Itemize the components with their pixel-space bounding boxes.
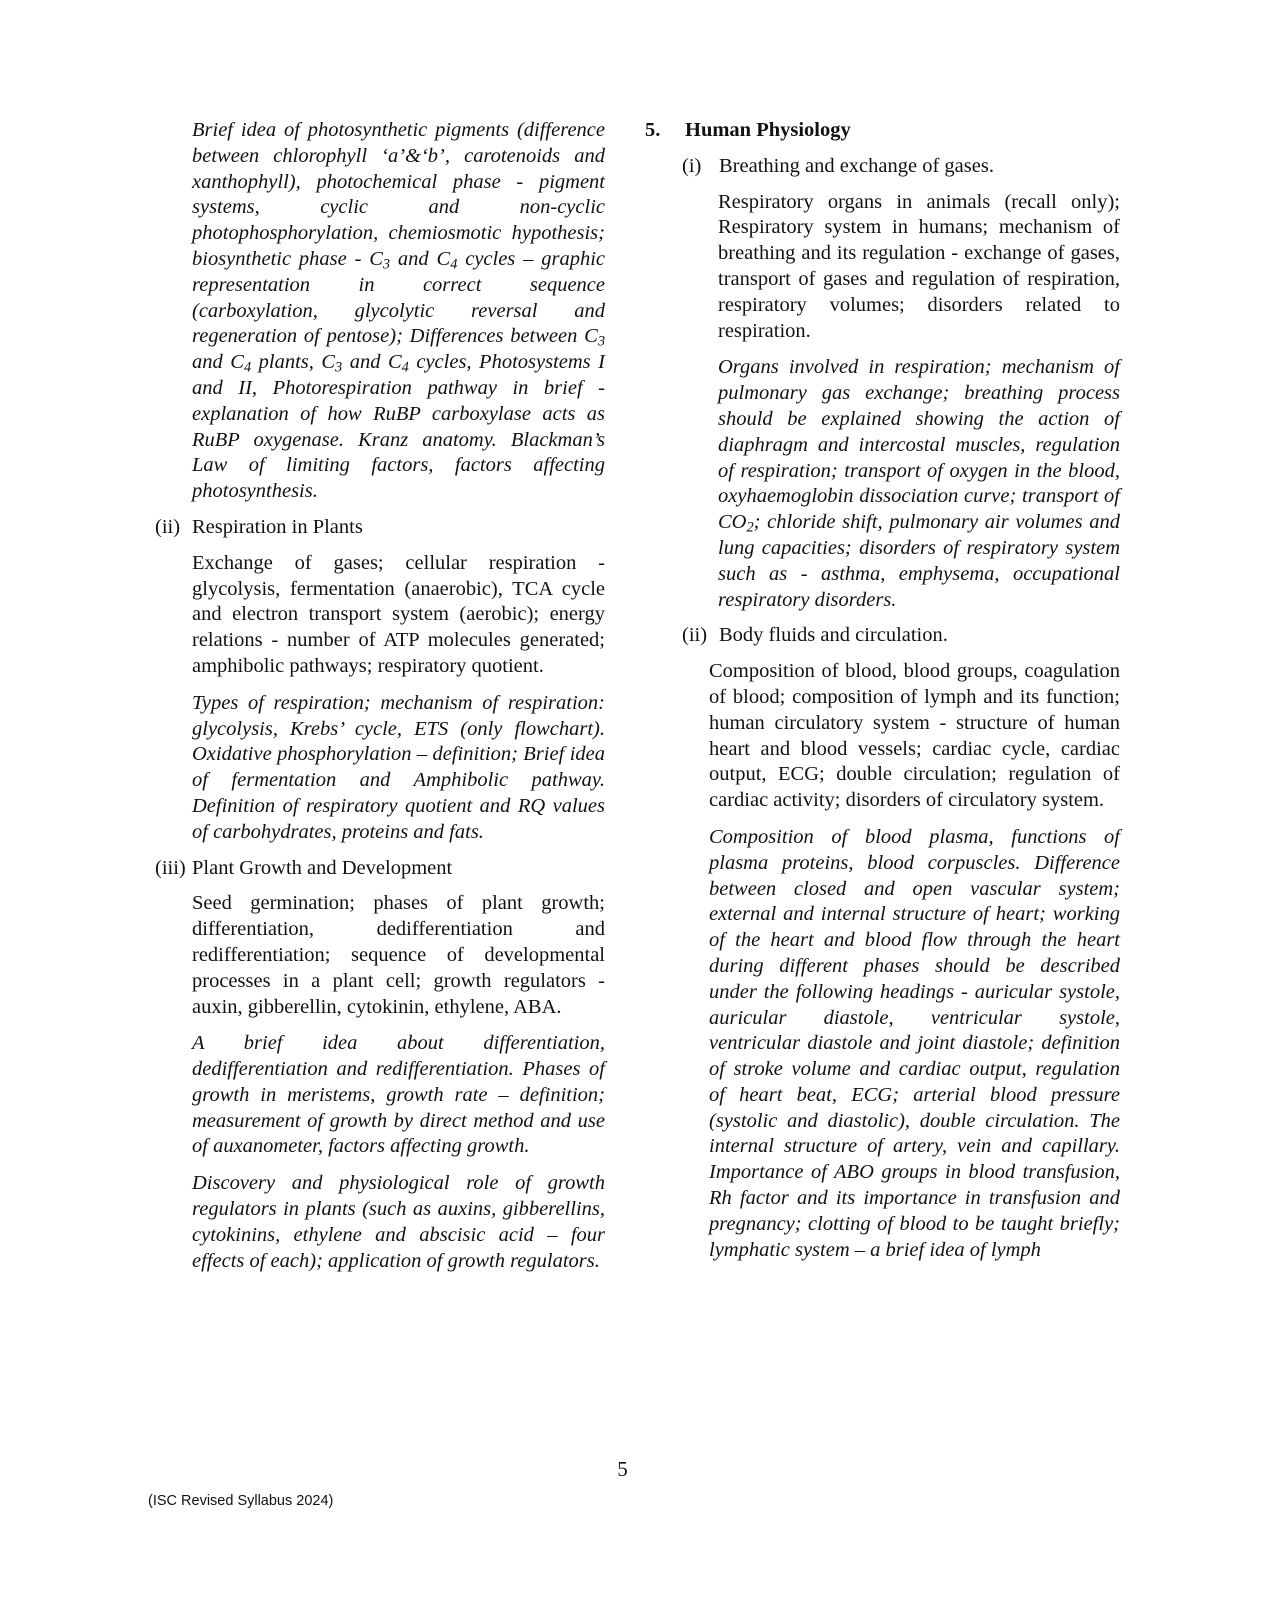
subscript: 3: [382, 256, 391, 273]
footer-note: (ISC Revised Syllabus 2024): [148, 1493, 334, 1509]
circulation-body: Composition of blood, blood groups, coagulation of blood; composition of lymph and its function; human circulatory system - structure of human heart and blood vessels; cardiac cycle, cardiac output, ECG; double circulation; regulation of cardiac activity; disorders of circulatory system.: [709, 660, 1120, 812]
circulation-detail: Composition of blood plasma, functions of plasma proteins, blood corpuscles. Difference between closed and open vascular system; external and internal structure of heart; working of the heart and blood flow through the heart during different phases should be described under the following headings - auricular systole, auricular diastole, ventricular systole, ventricular diastole and joint diastole; definition of stroke volume and cardiac output, regulation of heart beat, ECG; arterial blood pressure (systolic and diastolic), double circulation. The internal structure of artery, vein and capillary. Importance of ABO groups in blood transfusion, Rh factor and its importance in transfusion and pregnancy; clotting of blood to be taught briefly; lymphatic system – a brief idea of lymph: [709, 825, 1120, 1261]
subsection-respiration-in-plants: [155, 515, 605, 541]
subscript: 2: [746, 519, 754, 536]
section-heading: [645, 118, 1120, 144]
subsection-plant-growth: [155, 856, 605, 882]
subsection-number: (ii): [155, 515, 181, 538]
subsection-title: Plant Growth and Development: [192, 856, 453, 879]
subsection-number: (iii): [155, 856, 186, 879]
section-number: 5.: [645, 119, 661, 141]
growth-detail-2: Discovery and physiological role of growth regulators in plants (such as auxins, gibberellins, cytokinins, ethylene and abscisic acid – four effects of each); application of growth regulators.: [192, 1172, 605, 1272]
growth-detail-1: A brief idea about differentiation, dedifferentiation and redifferentiation. Phases of growth in meristems, growth rate – definition; measurement of growth by direct method and use of auxanometer, factors affecting growth.: [192, 1032, 605, 1158]
subsection-title: Body fluids and circulation.: [719, 624, 948, 647]
subsection-title: Respiration in Plants: [192, 515, 363, 538]
subscript: 4: [401, 359, 409, 376]
subscript: 4: [450, 256, 458, 273]
growth-body: Seed germination; phases of plant growth; differentiation, dedifferentiation and redifferentiation; sequence of developmental processes in a plant cell; growth regulators - auxin, gibberellin, cytokinin, ethylene, ABA.: [192, 892, 605, 1018]
subsection-circulation: [682, 623, 1120, 649]
section-title: Human Physiology: [685, 119, 851, 141]
right-column: [645, 118, 1120, 1263]
respiration-detail: Types of respiration; mechanism of respiration: glycolysis, Krebs’ cycle, ETS (only flowchart). Oxidative phosphorylation – definition; Brief idea of fermentation and Amphibolic pathway. Definition of respiratory quotient and RQ values of carbohydrates, proteins and fats.: [192, 691, 605, 843]
breathing-detail: Organs involved in respiration; mechanism of pulmonary gas exchange; breathing process should be explained showing the action of diaphragm and intercostal muscles, regulation of respiration; transport of oxygen in the blood, oxyhaemoglobin dissociation curve; transport of $CO_2$; chloride shift, pulmonary air volumes and lung capacities; disorders of respiratory system such as - asthma, emphysema, occupational respiratory disorders.: [718, 356, 1120, 611]
breathing-body: Respiratory organs in animals (recall only); Respiratory system in humans; mechanism of breathing and its regulation - exchange of gases, transport of gases and regulation of respiration, respiratory volumes; disorders related to respiration.: [718, 190, 1120, 342]
subsection-number: (ii): [682, 624, 708, 647]
subscript: 3: [335, 359, 343, 376]
subsection-number: (i): [682, 154, 702, 177]
respiration-body: Exchange of gases; cellular respiration - glycolysis, fermentation (anaerobic), TCA cycle and electron transport system (aerobic); energy relations - number of ATP molecules generated; amphibolic pathways; respiratory quotient.: [192, 551, 605, 677]
left-column: [155, 118, 605, 1274]
page-number: 5: [617, 1457, 628, 1481]
subsection-title: Breathing and exchange of gases.: [719, 154, 994, 177]
photosynthesis-detail: Brief idea of photosynthetic pigments (difference between chlorophyll ‘a’&‘b’, carotenoids and xanthophyll), photochemical phase - pigment systems, cyclic and non-cyclic photophosphorylation, chemiosmotic hypothesis; biosynthetic phase - $C_3$ and $C_4$ cycles – graphic representation in correct sequence (carboxylation, glycolytic reversal and regeneration of pentose); Differences between $C_3$ and $C_4$ plants, $C_3$ and $C_4$ cycles, Photosystems I and II, Photorespiration pathway in brief - explanation of how RuBP carboxylase acts as RuBP oxygenase. Kranz anatomy. Blackman’s Law of limiting factors, factors affecting photosynthesis.: [192, 119, 605, 503]
subsection-breathing: [682, 154, 1120, 180]
subscript: 3: [597, 333, 605, 350]
subscript: 4: [243, 359, 252, 376]
